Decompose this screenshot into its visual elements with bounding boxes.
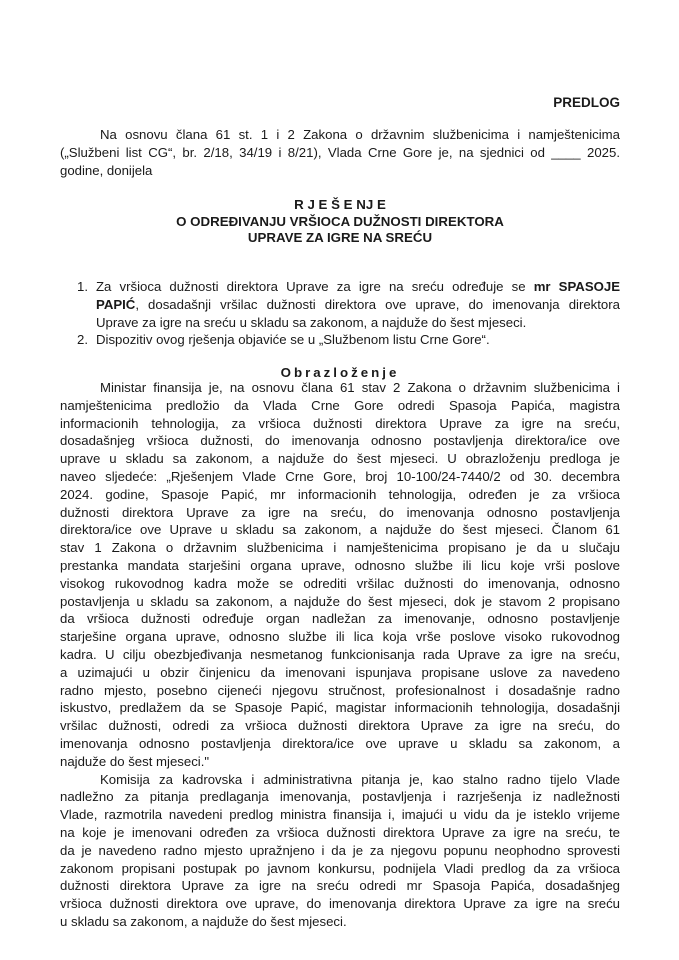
paragraph-line: vršioca dužnosti direktora ove uprave, do imenovanja direktora Uprave za igre na sreću [60, 896, 620, 912]
paragraph-line: a uzimajući u obzir činjenicu da imenovani ispunjava propisane uslove za navedeno [60, 664, 620, 680]
paragraph-line: informacionih tehnologija, za vršioca dužnosti direktora Uprave za igre na sreću, [60, 415, 620, 431]
item-line [96, 296, 620, 314]
item-name-bold: mr SPASOJE [533, 279, 621, 294]
title-line: O ODREĐIVANJU VRŠIOCA DUŽNOSTI DIREKTORA [176, 213, 504, 229]
paragraph-line: nadležno za pitanja predlaganja imenovanja, postavljenja i razrješenja iz nadležnosti [60, 789, 620, 805]
item-name-bold: PAPIĆ [96, 296, 136, 312]
paragraph-line: Komisija za kadrovska i administrativna pitanja je, kao stalno radno tijelo Vlade [100, 771, 620, 787]
preamble-line: Na osnovu člana 61 st. 1 i 2 Zakona o državnim službenicima i namještenicima [100, 127, 620, 142]
paragraph-line: Vlade, razmotrila navedeni predlog ministra finansija i, imajući u vidu da je isteklo vrijeme [60, 807, 620, 823]
explanation-body [60, 379, 620, 931]
paragraph-line: postavljenja u skladu sa zakonom, a najduže do šest mjeseci, dok je stavom 2 propisano [60, 593, 620, 609]
paragraph-line: stav 1 Zakona o državnim službenicima i namještenicima propisano je da u slučaju [60, 540, 620, 556]
proposal-label: PREDLOG [553, 95, 620, 110]
paragraph-line: uprave u skladu sa zakonom, a najduže do šest mjeseci. U obrazloženju predloga je [60, 451, 620, 467]
item-line: Uprave za igre na sreću u skladu sa zakonom, a najduže do šest mjeseci. [96, 314, 527, 330]
paragraph-line: 2024. godine, Spasoje Papić, mr informacionih tehnologija, određen je za vršioca [60, 486, 620, 502]
paragraph-line: kadra. U cilju obezbjeđivanja nesmetanog funkcionisanja rada Uprave za igre na sreću, [60, 646, 620, 662]
paragraph-line: na koje je imenovani određen za vršioca dužnosti direktora Uprave za igre na sreću, te [60, 824, 620, 840]
paragraph-line: direktora/ice ove Uprave u skladu sa zakonom, a najduže do šest mjeseci. Članom 61 [60, 522, 620, 538]
paragraph-line: najduže do šest mjeseci." [60, 753, 210, 769]
preamble-line: godine, donijela [60, 162, 153, 178]
item-text: , dosadašnji vršilac dužnosti direktora ove uprave, do imenovanja direktora [135, 296, 620, 312]
decision-item [60, 278, 620, 331]
title-line: R J E Š E NJ E [294, 197, 386, 212]
paragraph-line: da vršioca dužnosti određuje organ nadležan za imenovanje, odnosno postavljenje [60, 611, 620, 627]
paragraph-line: naveo sljedeće: „Rješenjem Vlade Crne Gore, broj 10-100/24-7440/2 od 30. decembra [60, 468, 620, 484]
item-line [96, 278, 620, 296]
paragraph-line: dužnosti direktora Uprave za igre na sreću odredi mr Spasoja Papića, dosadašnjeg [60, 878, 620, 894]
title-line: UPRAVE ZA IGRE NA SREĆU [247, 230, 433, 245]
paragraph-line: namještenicima predložio da Vlada Crne Gore odredi Spasoja Papića, magistra [60, 397, 620, 413]
item-number: 1. [77, 279, 88, 294]
item-line: Dispozitiv ovog rješenja objaviće se u „Službenom listu Crne Gore“. [96, 332, 490, 348]
paragraph-line: visokog rukovodnog kadra može se odrediti vršilac dužnosti do imenovanja, odnosno [60, 575, 620, 591]
paragraph-line: imenovanja odnosno postavljenja direktora/ice ove uprave u skladu sa zakonom, a [60, 735, 620, 751]
paragraph-line: da je navedeno radno mjesto upražnjeno i da je za njegovu popunu neophodno sprovesti [60, 842, 620, 858]
decision-item [60, 331, 620, 349]
paragraph-line: u skladu sa zakonom, a najduže do šest mjeseci. [60, 913, 347, 929]
paragraph-line: starješine organa uprave, odnosno službe ili lica koja vrše poslove visoko rukovodnog [60, 629, 620, 645]
item-text: Za vršioca dužnosti direktora Uprave za igre na sreću određuje se [96, 279, 534, 294]
paragraph-line: prestanka mandata starješini organa uprave, odnosno službe ili licu koje vrši poslove [60, 557, 620, 573]
item-number: 2. [77, 332, 88, 348]
paragraph-1 [60, 379, 620, 771]
explanation-heading: Obrazloženje [280, 365, 400, 380]
preamble-line: („Službeni list CG“, br. 2/18, 34/19 i 8/21), Vlada Crne Gore je, na sjednici od ____ 2025. [60, 144, 620, 160]
document-title [60, 197, 620, 247]
paragraph-2 [60, 771, 620, 931]
paragraph-line: zakonom propisani postupak po javnom konkursu, podnijela Vladi predlog da za vršioca [60, 860, 620, 876]
decision-items [60, 278, 620, 349]
preamble [60, 126, 620, 179]
paragraph-line: iskustvo, predlažem da se Spasoje Papić, magistar informacionih tehnologija, dosadašnji [60, 700, 620, 716]
paragraph-line: radno mjesto, posebno cijeneći njegovu stručnost, profesionalnost i dosadašnje radno [60, 682, 620, 698]
paragraph-line: Ministar finansija je, na osnovu člana 61 stav 2 Zakona o državnim službenicima i [100, 380, 620, 395]
paragraph-line: vršilac dužnosti, odredi za vršioca dužnosti direktora Uprave za igre na sreću, do [60, 718, 620, 734]
paragraph-line: dužnosti direktora Uprave za igre na sreću, do imenovanja odnosno postavljenja [60, 504, 620, 520]
paragraph-line: dosadašnjeg vršioca dužnosti, do imenovanja odnosno postavljenja direktora/ice ove [60, 433, 620, 449]
